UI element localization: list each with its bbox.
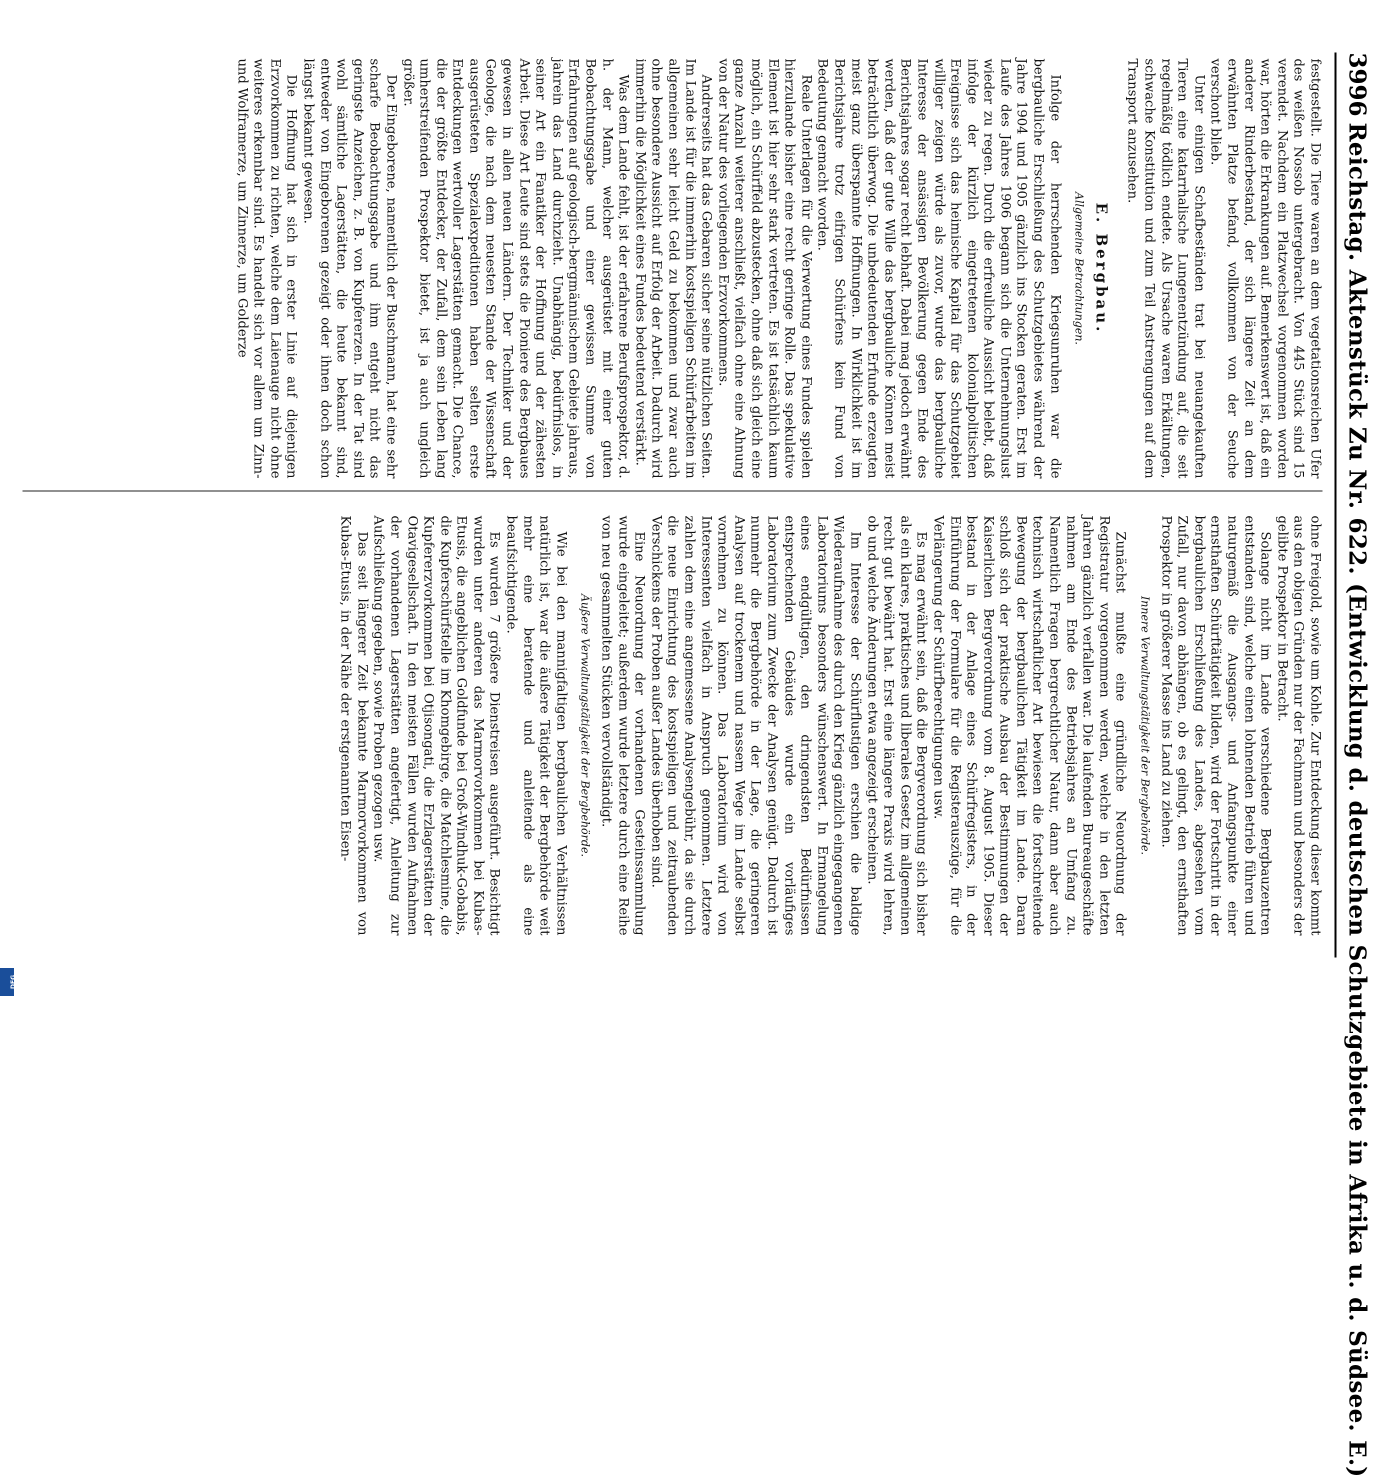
left-column	[233, 59, 1323, 479]
page-number: 3996	[1344, 53, 1371, 117]
paragraph: Infolge der herrschenden Kriegsunruhen war die bergbauliche Erschließung des Schutzgebietes während der Jahre 1904 und 1905 gänzlich ins Stocken geraten. Erst im Laufe des Jahres 1906 begann sich die Unternehmungslust wieder zu regen. Durch die erfreuliche Aussicht belebt, daß infolge der kürzlich eingetretenen kolonialpolitischen Ereignisse sich das heimische Kapital für das Schutzgebiet williger zeigen würde als zuvor, wurde das bergbauliche Interesse der ansässigen Bevölkerung gegen Ende des Berichtsjahres sogar recht lebhaft. Dabei mag jedoch erwähnt werden, daß der gute Wille das bergbauliche Können meist beträchtlich überwog. Die unbedeutenden Erfunde erzeugten meist ganz überspannte Hoffnungen. In Wirklichkeit ist im Berichtsjahre trotz eifrigen Schürfens kein Fund von Bedeutung gemacht worden.	[813, 59, 1062, 479]
subsection-heading: Innere Verwaltungstätigkeit der Bergbehörde.	[1136, 516, 1153, 936]
paragraph: Der Eingeborene, namentlich der Buschmann, hat eine sehr scharfe Beobachtungsgabe und ihm entgeht nicht das geringste Anzeichen, z. B. von Kupfererzen. In der Tat sind wohl sämtliche Lagerstätten, die heute bekannt sind, entweder von Eingeborenen gezeigt oder ihnen doch schon längst bekannt gewesen.	[299, 59, 399, 479]
paragraph: Was dem Lande fehlt, ist der erfahrene Berufsprospektor, d. h. der Mann, welcher ausgerüstet mit einer guten Beobachtungsgabe und einer gewissen Summe von Erfahrungen auf geologisch-bergmännischem Gebiete jahraus, jahrein das Land durchzieht. Unabhängig, bedürfnislos, in seiner Art ein Fanatiker der Hoffnung und der zähesten Arbeit. Diese Art Leute sind stets die Pioniere des Bergbaues gewesen in allen neuen Ländern. Der Techniker und der Geologe, die nach dem neuesten Stande der Wissenschaft ausgerüsteten Spezialexpeditionen haben selten erste Entdeckungen wertvoller Lagerstätten gemacht. Die Chance, die der größte Entdecker, der Zufall, dem sein Leben lang umherstreifenden Prospektor bietet, ist ja auch ungleich größer.	[398, 59, 630, 479]
paragraph: Die Hoffnung hat sich in erster Linie auf diejenigen Erzvorkommen zu richten, welche dem Laienauge nicht ohne weiteres erkennbar sind. Es handelt sich vor allem um Zinn- und Wolframerze, um Zinnerze, um Golderze	[233, 59, 299, 479]
paragraph: Eine Neuordnung der vorhandenen Gesteinssammlung wurde eingeleitet; außerdem wurde letztere durch eine Reihe von neu gesammelten Stücken vervollständigt.	[597, 516, 647, 936]
paragraph: Andrerseits hat das Gebaren sicher seine nützlichen Seiten. Im Lande ist für die immerhin kostspieligen Schürfarbeiten im allgemeinen sehr leicht Geld zu bekommen und zwar auch ohne besondere Aussicht auf Erfolg der Arbeit. Dadurch wird immerhin die Möglichkeit eines Fundes bedeutend verstärkt.	[631, 59, 714, 479]
paragraph: Im Interesse der Schürflustigen erschien die baldige Wiederaufnahme des durch den Krieg gänzlich eingegangenen Laboratoriums besonders wünschenswert. In Ermangelung eines endgültigen, den dringendsten Bedürfnissen entsprechenden Gebäudes wurde ein vorläufiges Laboratorium zum Zwecke der Analysen genügt. Dadurch ist nunmehr die Bergbehörde in der Lage, die geringeren Analysen auf trockenem und nassem Wege im Lande selbst vornehmen zu können. Das Laboratorium wird von Interessenten vielfach in Anspruch genommen. Letztere zahlen dem eine angemessene Analysengebühr, da sie durch die neue Einrichtung des kostspieligen und zeitraubenden Verschickens der Proben außer Landes überhoben sind.	[647, 516, 863, 936]
section-subheading: Allgemeine Betrachtungen.	[1070, 59, 1087, 479]
section-heading: E. Bergbau.	[1093, 59, 1110, 479]
subsection-heading: Äußere Verwaltungstätigkeit der Bergbehörde.	[576, 516, 593, 936]
paragraph: Es wurden 7 größere Dienstreisen ausgeführt. Besichtigt wurden unter anderen das Marmorvorkommen bei Kubas-Etusis, die angeblichen Goldfunde bei Groß-Windhuk-Gobabis, die Kupferschürfstelle im Khomgebirge, die Matchlesmine, die Kupfererzvorkommen bei Otjisongati, die Erzlagerstätten der Otavigesellschaft. In den meisten Fällen wurden Aufnahmen der vorhandenen Lagerstätten angefertigt, Anleitung zur Aufschließung gegeben, sowie Proben gezogen usw.	[369, 516, 502, 936]
column-divider	[23, 491, 1323, 492]
paragraph: Unter einigen Schafbeständen trat bei neuangekauften Tieren eine katarrhalische Lungenentzündung auf, die seit regelmäßig tödlich endete. Als Ursache waren Erkältungen, schwache Konstitution und zum Teil Anstrengungen auf dem Transport anzusehen.	[1123, 59, 1206, 479]
paragraph: Das seit längerer Zeit bekannte Marmorvorkommen von Kubas-Etusis, in der Nähe der erstgenannten Eisen-	[336, 516, 369, 936]
page-running-title: Reichstag. Aktenstück Zu Nr. 622. (Entwicklung d. deutschen Schutzgebiete in Afrika u. d. Südsee. E.)	[1344, 123, 1371, 1477]
paragraph: Reale Unterlagen für die Verwertung eines Fundes spielen hierzulande bisher eine recht geringe Rolle. Das spekulative Element ist hier sehr stark vertreten. Es ist tatsächlich kaum möglich, ein Schürffeld abzustecken, ohne daß sich gleich eine ganze Anzahl weiterer anschließt, vielfach ohne eine Ahnung von der Natur des vorliegenden Erzvorkommens.	[714, 59, 814, 479]
right-column	[336, 516, 1322, 936]
paragraph: festgestellt. Die Tiere waren an dem vegetationsreichen Ufer des weißen Nossob untergebracht. Von 445 Stück sind 15 verendet. Nachdem ein Platzwechsel vorgenommen worden war, hörten die Erkrankungen auf. Bemerkenswert ist, daß ein anderer Rinderbestand, der sich längere Zeit an dem erwähnten Platze befand, vollkommen von der Seuche verschont blieb.	[1206, 59, 1322, 479]
dfg-logo-icon: DFG	[0, 968, 14, 996]
paragraph: Solange nicht im Lande verschiedene Bergbauzentren entstanden sind, welche einen lohnenden Betrieb führen und naturgemäß die Ausgangs- und Anfangspunkte einer ernsthaften Schürftätigkeit bilden, wird der Fortschritt in der bergbaulichen Erschließung des Landes, abgesehen vom Zufall, nur davon abhängen, ob es gelingt, den ernsthaften Prospektor in größerer Masse ins Land zu ziehen.	[1157, 516, 1273, 936]
paragraph: Zunächst mußte eine gründliche Neuordnung der Registratur vorgenommen werden, welche in den letzten Jahren gänzlich verfallen war. Die laufenden Bureaugeschäfte nahmen am Ende des Betriebsjahres an Umfang zu. Namentlich Fragen bergrechtlicher Natur, dann aber auch technisch wirtschaftlicher Art bewiesen die fortschreitende Bewegung der bergbaulichen Tätigkeit im Lande. Daran schloß sich der praktische Ausbau der Bestimmungen der Kaiserlichen Bergverordnung vom 8. August 1905. Dieser bestand in der Anlage eines Schürfregisters, in der Einführung der Formulare für die Registerauszüge, für die Verlängerung der Schürfberechtigungen usw.	[929, 516, 1128, 936]
rotated-document-page	[0, 1, 1383, 1001]
page-header	[1335, 53, 1375, 958]
header-rule	[1335, 53, 1337, 958]
paragraph: Es mag erwähnt sein, daß die Bergverordnung sich bisher als ein klares, praktisches und liberales Gesetz im allgemeinen recht gut bewährt hat. Erst eine längere Praxis wird lehren, ob und welche Änderungen etwa angezeigt erscheinen.	[862, 516, 928, 936]
paragraph: ohne Freigold, sowie um Kohle. Zur Entdeckung dieser kommt aus den obigen Gründen nur der Fachmann und besonders der gelibte Prospektor in Betracht.	[1273, 516, 1323, 936]
paragraph: Wie bei den mannigfaltigen bergbaulichen Verhältnissen natürlich ist, war die äußere Tätigkeit der Bergbehörde weit mehr eine beratende und anleitende als eine beaufsichtigende.	[502, 516, 568, 936]
